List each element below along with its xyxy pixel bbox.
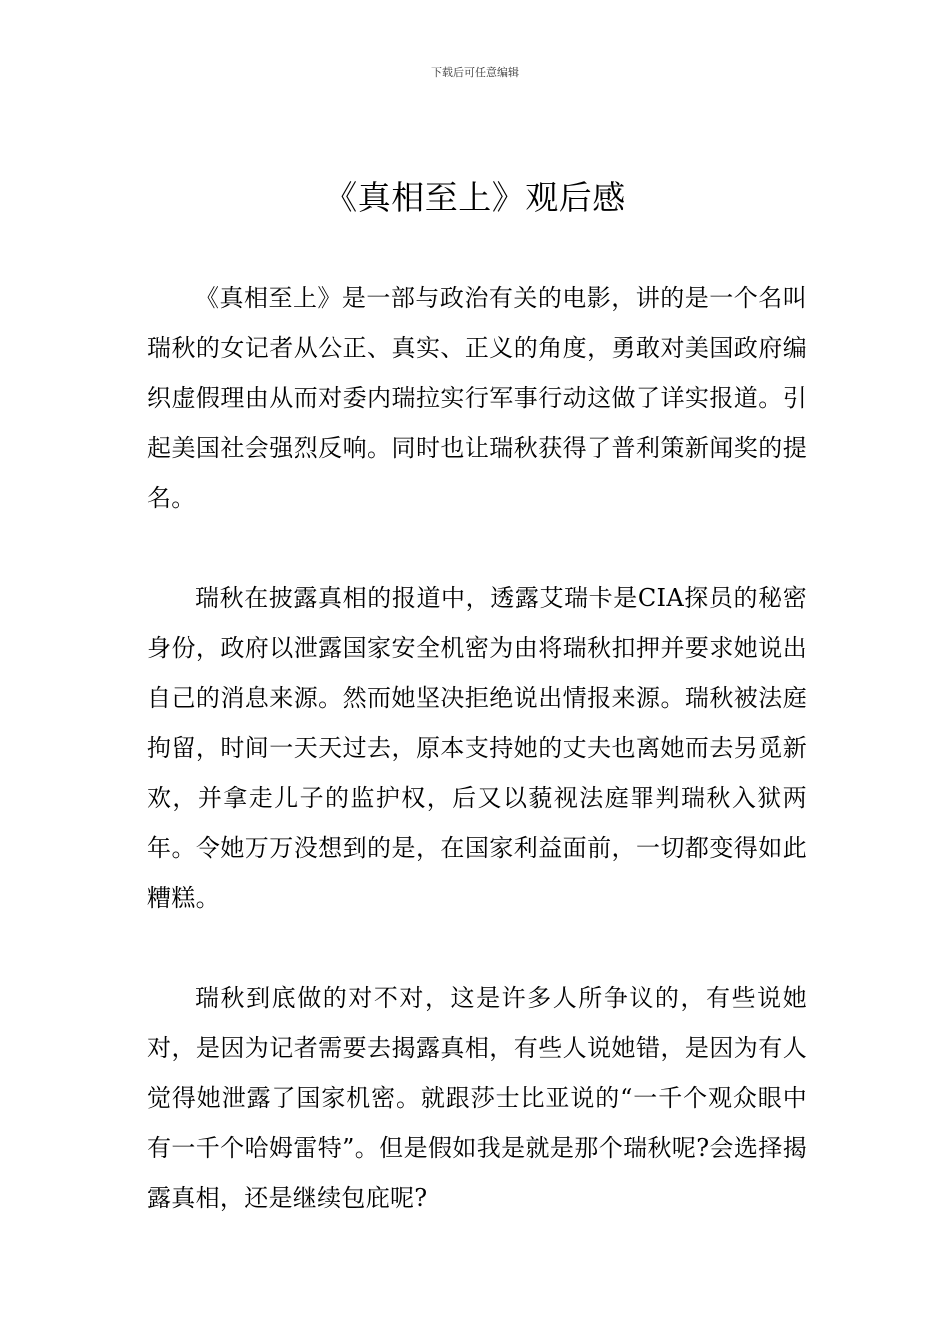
document-title: 《真相至上》观后感 [324, 178, 626, 217]
body-paragraph-3: 瑞秋到底做的对不对，这是许多人所争议的，有些说她对，是因为记者需要去揭露真相，有些人说她错，是因为有人觉得她泄露了国家机密。就跟莎士比亚说的“一千个观众眼中有一千个哈姆雷特”。但是假如我是就是那个瑞秋呢?会选择揭露真相，还是继续包庇呢? [147, 984, 807, 1212]
document-body [147, 273, 807, 1223]
body-paragraph-1: 《真相至上》是一部与政治有关的电影，讲的是一个名叫瑞秋的女记者从公正、真实、正义的角度，勇敢对美国政府编织虚假理由从而对委内瑞拉实行军事行动这做了详实报道。引起美国社会强烈反响。同时也让瑞秋获得了普利策新闻奖的提名。 [147, 284, 807, 512]
body-paragraph-2: 瑞秋在披露真相的报道中，透露艾瑞卡是CIA探员的秘密身份，政府以泄露国家安全机密为由将瑞秋扣押并要求她说出自己的消息来源。然而她坚决拒绝说出情报来源。瑞秋被法庭拘留，时间一天天过去，原本支持她的丈夫也离她而去另觅新欢，并拿走儿子的监护权，后又以藐视法庭罪判瑞秋入狱两年。令她万万没想到的是，在国家利益面前，一切都变得如此糟糕。 [147, 584, 807, 912]
page-header-note: 下载后可任意编辑 [431, 66, 519, 79]
